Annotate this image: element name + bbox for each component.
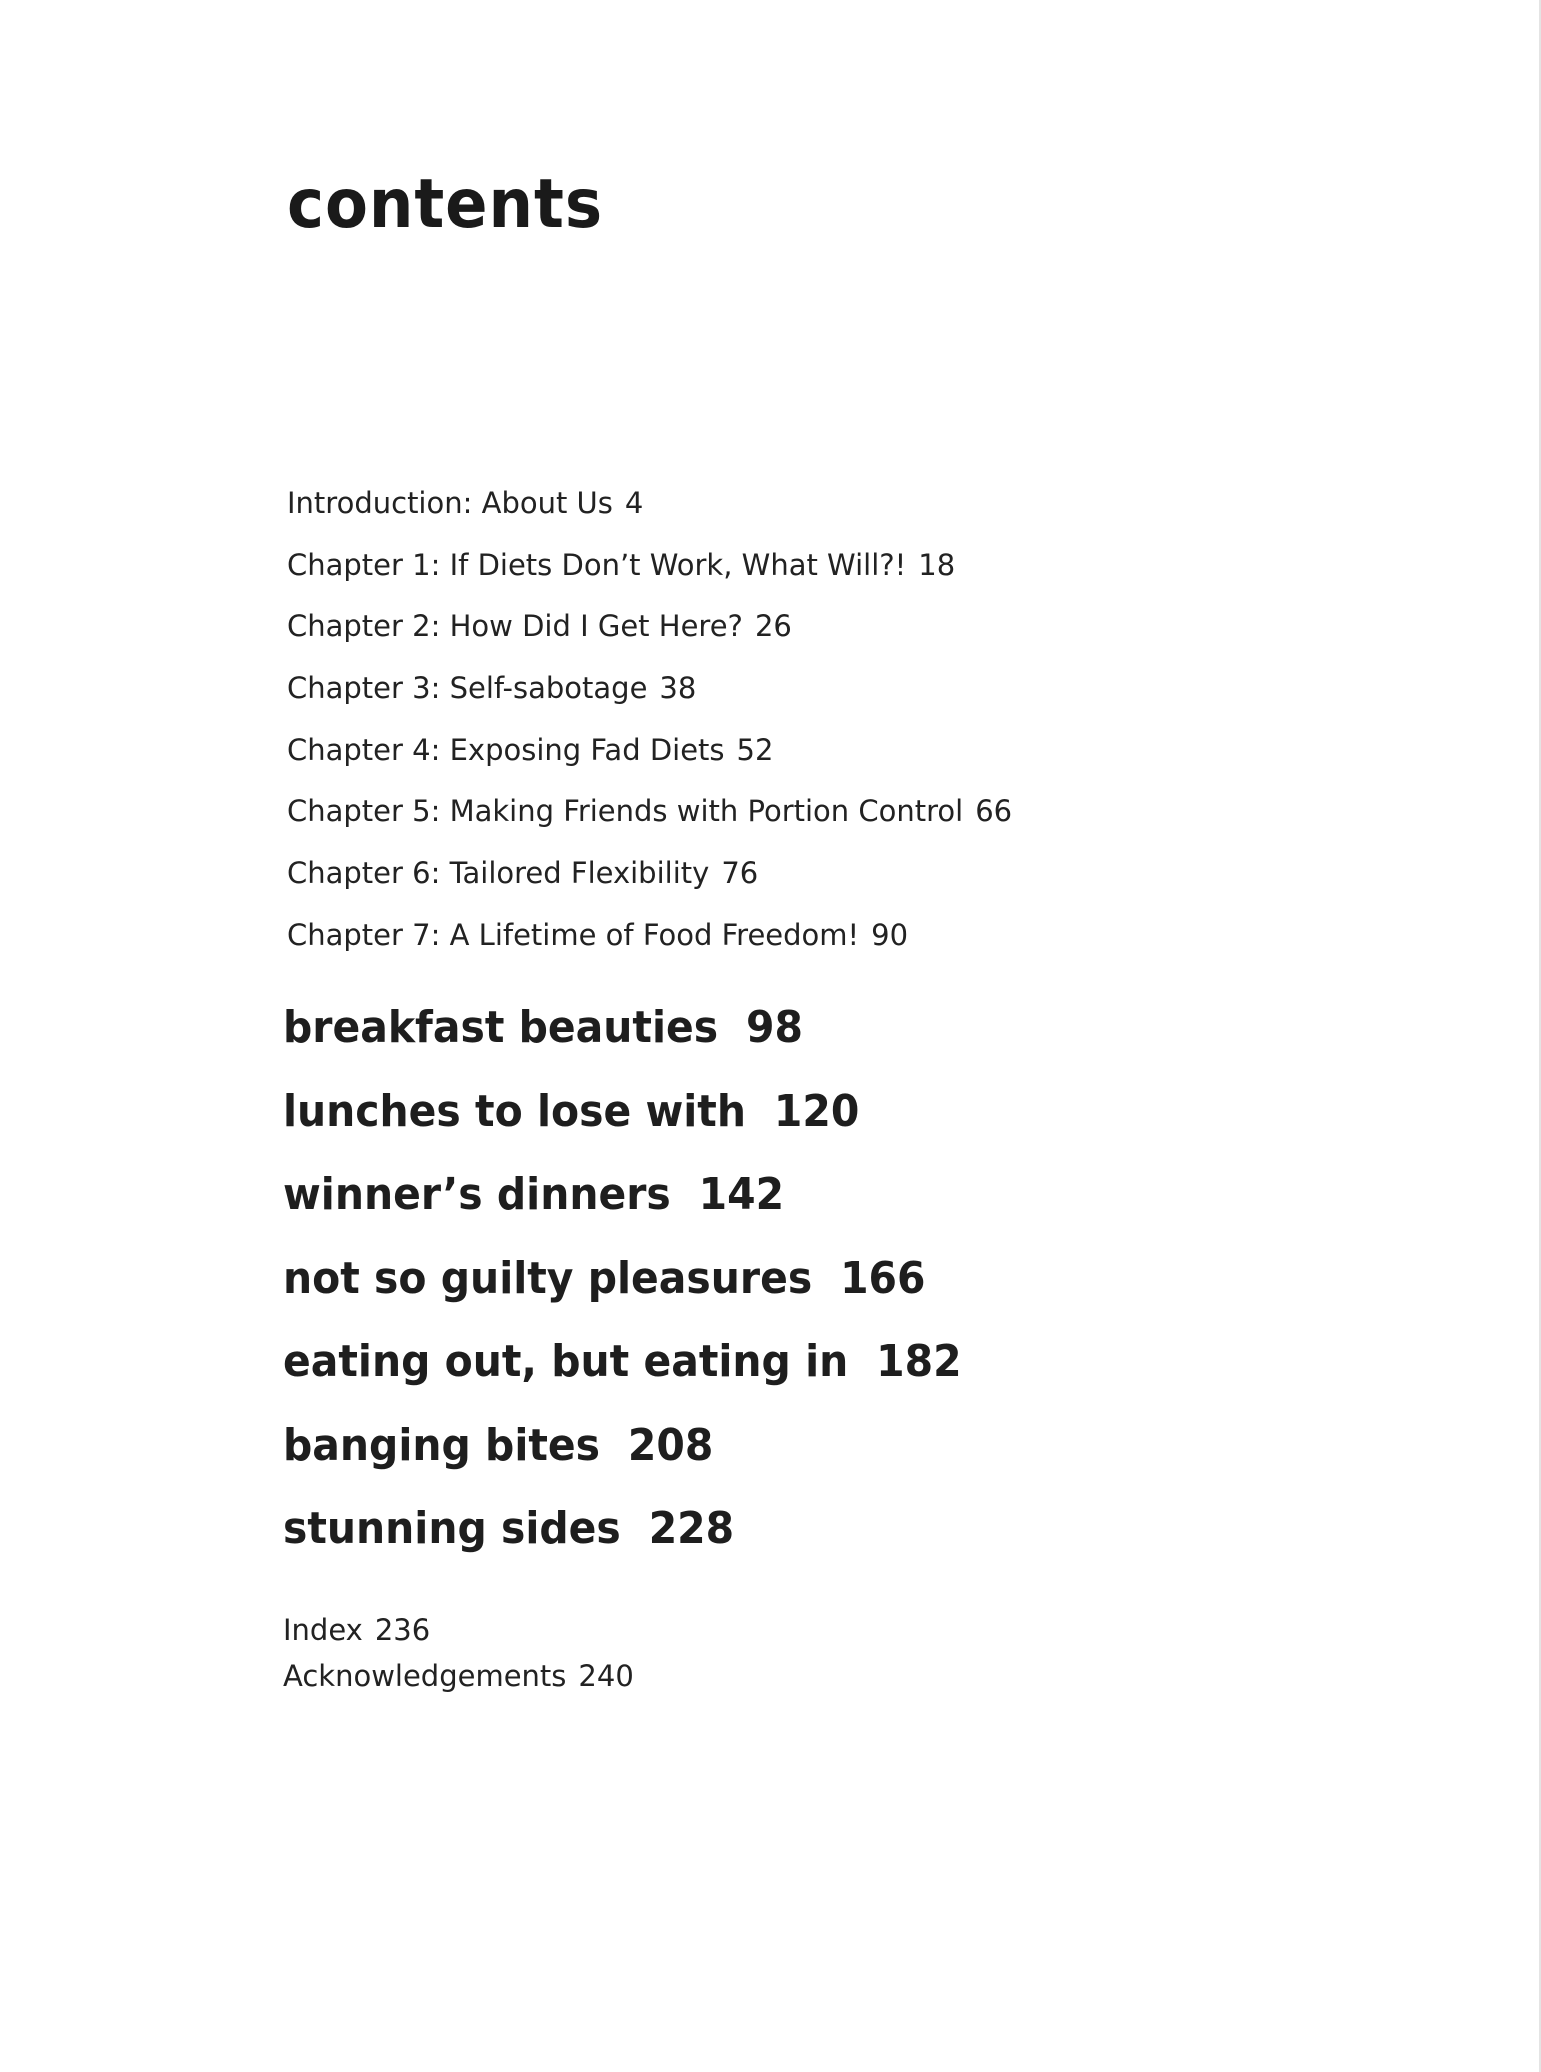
- toc-entry-chapter-4[interactable]: [287, 725, 1012, 787]
- toc-entry-chapter-2[interactable]: [287, 601, 1012, 663]
- toc-entry-page: 38: [659, 671, 697, 706]
- toc-entry-chapter-6[interactable]: [287, 848, 1012, 910]
- toc-entry-page: 76: [721, 856, 759, 891]
- toc-entry-chapter-1[interactable]: [287, 540, 1012, 602]
- section-label: breakfast beauties: [283, 1002, 719, 1053]
- toc-entry-acknowledgements[interactable]: [283, 1653, 634, 1699]
- toc-entry-introduction[interactable]: [287, 478, 1012, 540]
- section-page: 120: [773, 1085, 860, 1137]
- section-label: lunches to lose with: [283, 1085, 746, 1137]
- section-page: 98: [746, 1002, 803, 1053]
- toc-entry-page: 4: [624, 486, 644, 520]
- section-page: 182: [876, 1336, 962, 1387]
- section-label: banging bites: [283, 1419, 601, 1471]
- section-page: 228: [648, 1503, 735, 1554]
- toc-entry-page: 90: [871, 917, 909, 952]
- toc-entry-page: 18: [918, 547, 956, 582]
- toc-entry-label: Chapter 4: Exposing Fad Diets: [287, 732, 725, 767]
- toc-entry-chapter-5[interactable]: [287, 786, 1012, 848]
- section-page: 208: [627, 1419, 714, 1471]
- page-title: contents: [287, 165, 603, 244]
- section-lunches-to-lose-with[interactable]: [283, 1074, 962, 1158]
- toc-entry-index[interactable]: [283, 1607, 634, 1653]
- toc-entry-label: Chapter 7: A Lifetime of Food Freedom!: [287, 917, 860, 952]
- toc-entry-label: Chapter 6: Tailored Flexibility: [287, 856, 710, 891]
- section-banging-bites[interactable]: [283, 1408, 962, 1492]
- back-matter-list: [283, 1607, 634, 1699]
- section-not-so-guilty-pleasures[interactable]: [283, 1241, 962, 1325]
- chapter-list: [287, 478, 1012, 972]
- toc-entry-label: Index: [283, 1613, 363, 1647]
- section-breakfast-beauties[interactable]: [283, 990, 962, 1074]
- section-label: eating out, but eating in: [283, 1336, 849, 1387]
- section-stunning-sides[interactable]: [283, 1491, 962, 1575]
- section-label: not so guilty pleasures: [283, 1252, 813, 1304]
- section-page: 166: [840, 1252, 926, 1304]
- section-eating-out-but-eating-in[interactable]: [283, 1324, 962, 1408]
- toc-entry-label: Chapter 2: How Did I Get Here?: [287, 609, 743, 644]
- toc-entry-label: Introduction: About Us: [287, 486, 613, 520]
- toc-entry-page: 26: [754, 609, 792, 644]
- toc-entry-label: Chapter 1: If Diets Don’t Work, What Will?!: [287, 547, 907, 582]
- toc-entry-label: Chapter 3: Self-sabotage: [287, 671, 648, 706]
- toc-entry-page: 236: [374, 1613, 431, 1647]
- toc-entry-page: 240: [578, 1659, 634, 1693]
- section-page: 142: [698, 1169, 785, 1220]
- toc-entry-chapter-3[interactable]: [287, 663, 1012, 725]
- section-label: winner’s dinners: [283, 1169, 671, 1220]
- section-label: stunning sides: [283, 1503, 621, 1554]
- toc-entry-page: 52: [736, 732, 774, 767]
- recipe-section-list: [283, 990, 1013, 1575]
- toc-entry-page: 66: [975, 794, 1013, 829]
- toc-entry-chapter-7[interactable]: [287, 910, 1012, 972]
- section-winners-dinners[interactable]: [283, 1157, 962, 1241]
- toc-entry-label: Chapter 5: Making Friends with Portion Control: [287, 794, 964, 829]
- toc-entry-label: Acknowledgements: [283, 1659, 567, 1693]
